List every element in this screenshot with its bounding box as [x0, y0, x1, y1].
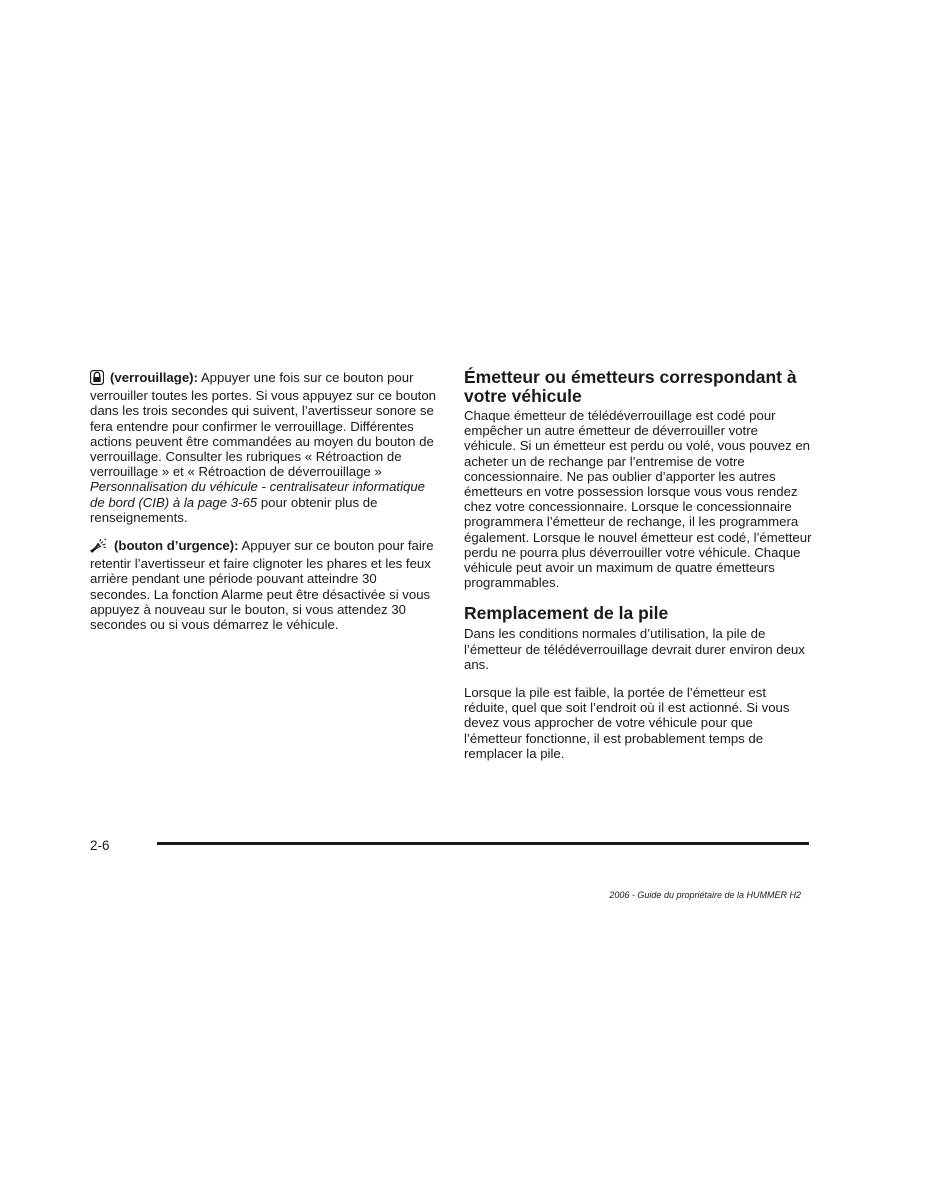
footer-divider — [157, 842, 809, 845]
lock-button-description — [90, 370, 436, 525]
panic-button-label: (bouton d’urgence): — [114, 538, 239, 554]
lock-button-reference[interactable]: Personnalisation du véhicule - centralisateur informatique de bord (CIB) à la page 3-65 — [90, 479, 425, 510]
lock-icon — [90, 370, 104, 388]
panic-horn-icon — [90, 538, 108, 556]
panic-button-description — [90, 538, 436, 632]
battery-replacement-heading: Remplacement de la pile — [464, 603, 669, 624]
lock-button-text-after: pour obtenir plus de renseignements. — [90, 494, 378, 525]
lock-button-label: (verrouillage): — [110, 370, 198, 385]
left-column — [90, 370, 436, 645]
lock-button-text: Appuyer une fois sur ce bouton pour verrouiller toutes les portes. Si vous appuyez sur ce bouton dans les trois secondes qui suivent, l’avertisseur sonore se fera entendre pour confirmer le verrouillage. Différentes actions peuvent être commandées au moyen du bouton de verrouillage. Consulter les rubriques « Rétroaction de verrouillage » et « Rétroaction de déverrouillage » — [90, 370, 436, 480]
right-column — [464, 368, 812, 774]
panic-button-text: Appuyer sur ce bouton pour faire retentir l’avertisseur et faire clignoter les phares et les feux arrière pendant une période pouvant atteindre 30 secondes. La fonction Alarme peut être désactivée si vous appuyez à nouveau sur le bouton, si vous attendez 30 secondes ou si vous démarrez le véhicule. — [90, 538, 434, 633]
transmitters-paragraph: Chaque émetteur de télédéverrouillage est codé pour empêcher un autre émetteur de déverrouiller votre véhicule. Si un émetteur est perdu ou volé, vous pouvez en acheter un de rechange par l’entremise de votre concessionnaire. Ne pas oublier d’apporter les autres émetteurs en votre possession lorsque vous vous rendez chez votre concessionnaire. Lorsque le concessionnaire programmera l’émetteur de rechange, il les programmera également. Lorsque le nouvel émetteur est codé, l’émetteur perdu ne pourra plus déverrouiller votre véhicule. Chaque véhicule peut avoir un maximum de quatre émetteurs programmables. — [464, 408, 812, 591]
page-number: 2-6 — [90, 838, 110, 853]
battery-life-paragraph: Dans les conditions normales d’utilisation, la pile de l’émetteur de télédéverrouillage devrait durer environ deux ans. — [464, 626, 805, 672]
guide-title: 2006 - Guide du propriétaire de la HUMMER H2 — [609, 890, 801, 900]
transmitters-heading: Émetteur ou émetteurs correspondant à votre véhicule — [464, 367, 797, 406]
battery-low-paragraph: Lorsque la pile est faible, la portée de l’émetteur est réduite, quel que soit l’endroit où il est actionné. Si vous devez vous approcher de votre véhicule pour que l’émetteur fonctionne, il est probablement temps de remplacer la pile. — [464, 685, 790, 761]
